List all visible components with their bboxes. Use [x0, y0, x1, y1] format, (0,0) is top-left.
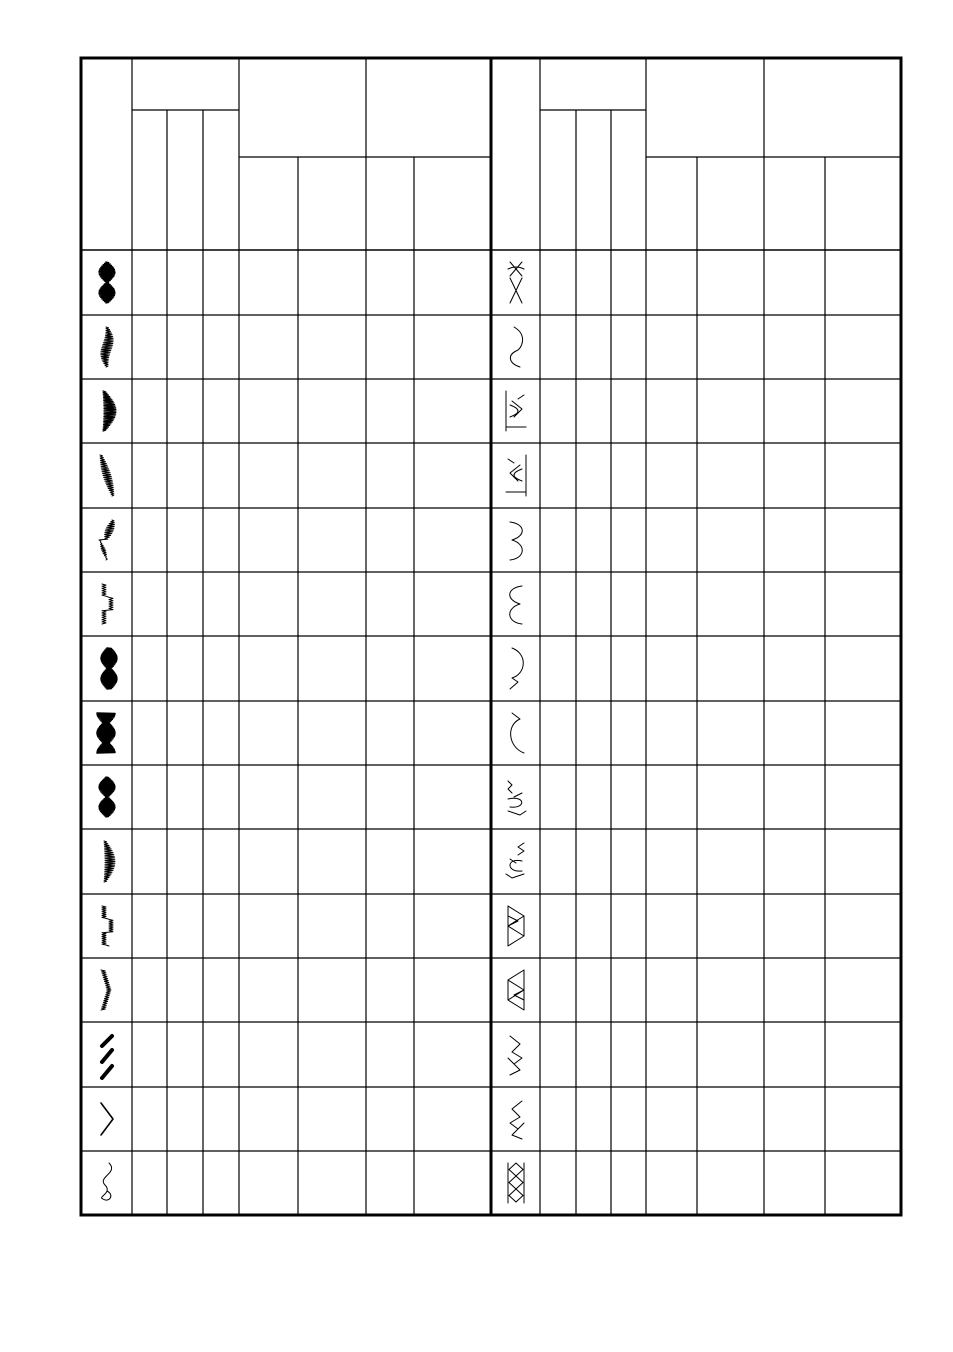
wave-satin-icon	[101, 327, 113, 367]
diamond-wave-reverse-icon	[510, 1101, 524, 1139]
slant-satin-icon	[100, 455, 114, 496]
hook-left-icon	[511, 713, 524, 753]
zigzag-satin-icon	[99, 520, 114, 560]
s-curve-icon	[510, 327, 522, 367]
diamond-wave-icon	[508, 1036, 522, 1075]
tulip-right-icon	[506, 455, 526, 496]
oval-satin-icon	[99, 777, 115, 817]
step-satin-icon	[102, 584, 113, 624]
arch-left-icon	[510, 586, 522, 624]
reverse-scallop-satin-icon	[97, 713, 115, 753]
arrow-satin-icon	[101, 970, 111, 1010]
arch-right-icon	[510, 522, 522, 560]
stair-satin-icon	[102, 906, 113, 946]
bar-satin-icon	[102, 1036, 112, 1078]
leaf-satin-icon	[104, 841, 115, 882]
table-grid	[81, 58, 901, 1215]
pattern-icons	[97, 262, 526, 1203]
diamond-stack-icon	[508, 1163, 524, 1203]
triangle-chain-icon	[508, 906, 524, 946]
diamond-satin-icon	[99, 262, 115, 303]
tulip-left-icon	[506, 391, 526, 431]
check-line-icon	[101, 1103, 113, 1135]
cross-stitch-icon	[508, 262, 524, 303]
triangle-chain-reverse-icon	[508, 970, 524, 1010]
bloom-left-icon	[508, 781, 526, 815]
scallop-satin-icon	[101, 648, 117, 689]
bloom-right-icon	[506, 843, 524, 878]
loop-vine-icon	[102, 1163, 112, 1200]
hook-right-icon	[510, 648, 523, 689]
crescent-satin-icon	[103, 391, 116, 431]
